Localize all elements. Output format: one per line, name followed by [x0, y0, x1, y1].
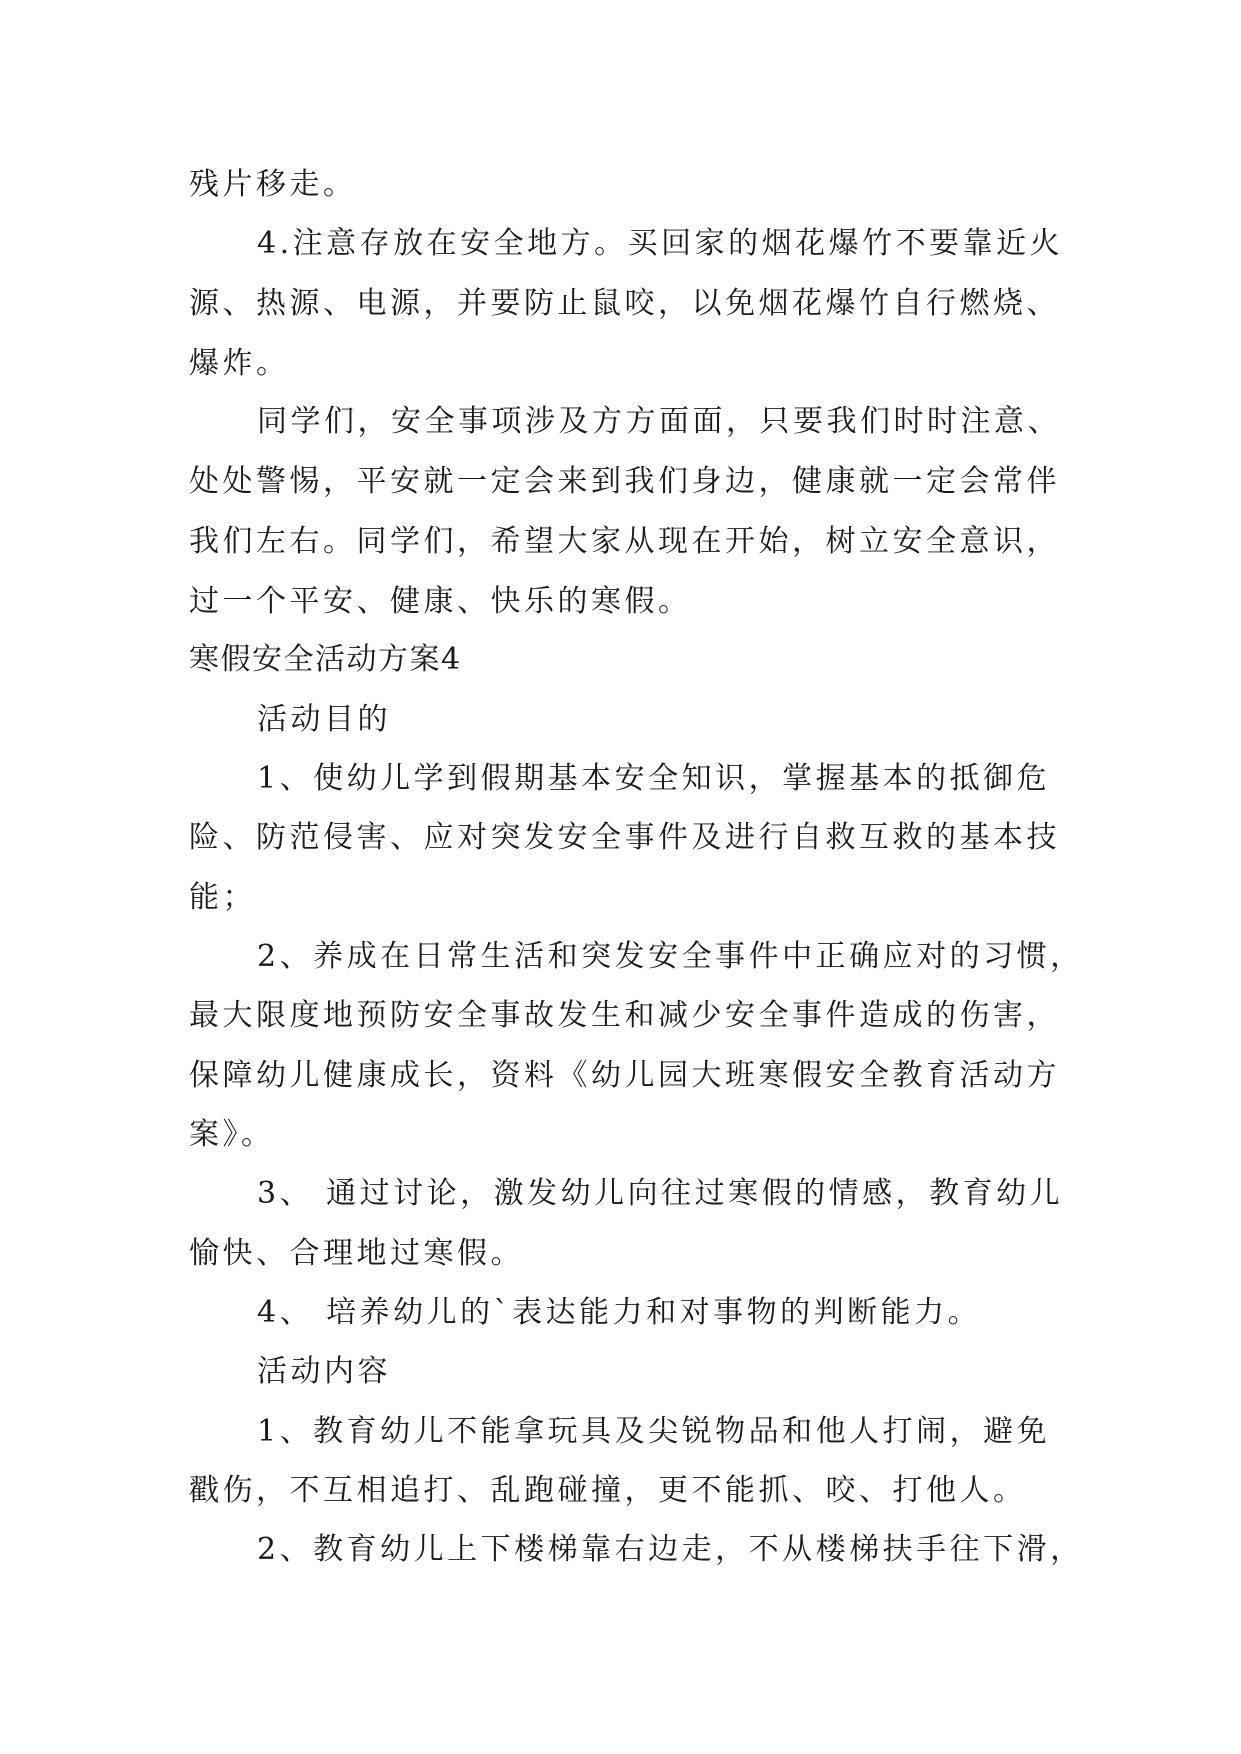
paragraph-line: 保障幼儿健康成长，资料《幼儿园大班寒假安全教育活动方 — [189, 1058, 1060, 1093]
paragraph-line: 我们左右。同学们，希望大家从现在开始，树立安全意识， — [189, 524, 1060, 559]
subheading: 活动内容 — [257, 1354, 391, 1389]
paragraph-line: 险、防范侵害、应对突发安全事件及进行自救互救的基本技 — [189, 820, 1060, 855]
paragraph-line: 爆炸。 — [189, 346, 290, 381]
section-heading: 寒假安全活动方案4 — [189, 642, 462, 677]
paragraph-line: 2、教育幼儿上下楼梯靠右边走，不从楼梯扶手往下滑， — [257, 1532, 1084, 1567]
paragraph-line: 1、使幼儿学到假期基本安全知识，掌握基本的抵御危 — [257, 761, 1051, 796]
paragraph-line: 处处警惕，平安就一定会来到我们身边，健康就一定会常伴 — [189, 464, 1060, 499]
paragraph-line: 能； — [189, 880, 256, 915]
paragraph-line: 4.注意存放在安全地方。买回家的烟花爆竹不要靠近火 — [257, 226, 1064, 261]
subheading: 活动目的 — [257, 702, 391, 737]
paragraph-line: 3、 通过讨论，激发幼儿向往过寒假的情感，教育幼儿 — [257, 1176, 1064, 1211]
paragraph-line: 2、养成在日常生活和突发安全事件中正确应对的习惯， — [257, 939, 1084, 974]
paragraph-line: 最大限度地预防安全事故发生和减少安全事件造成的伤害， — [189, 998, 1060, 1033]
paragraph-line: 愉快、合理地过寒假。 — [189, 1236, 524, 1271]
paragraph-line: 案》。 — [189, 1117, 275, 1152]
paragraph-line: 同学们，安全事项涉及方方面面，只要我们时时注意、 — [257, 404, 1061, 439]
paragraph-line: 4、 培养幼儿的`表达能力和对事物的判断能力。 — [257, 1295, 982, 1330]
paragraph-line: 戳伤，不互相追打、乱跑碰撞，更不能抓、咬、打他人。 — [189, 1473, 1027, 1508]
paragraph-line: 过一个平安、健康、快乐的寒假。 — [189, 584, 692, 619]
paragraph-line: 残片移走。 — [189, 167, 357, 202]
paragraph-line: 源、热源、电源，并要防止鼠咬，以免烟花爆竹自行燃烧、 — [189, 286, 1060, 321]
paragraph-line: 1、教育幼儿不能拿玩具及尖锐物品和他人打闹，避免 — [257, 1414, 1051, 1449]
